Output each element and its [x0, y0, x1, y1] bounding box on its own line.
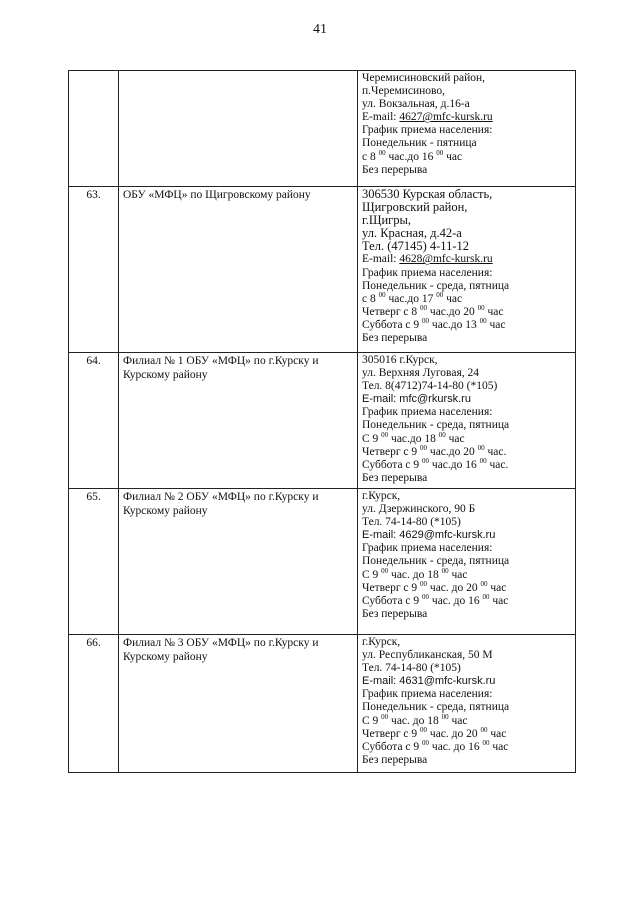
address-line: [362, 636, 571, 649]
line-text: час: [443, 150, 463, 163]
line-text: С 9: [362, 714, 382, 727]
table-row: [69, 353, 576, 489]
address-line: [362, 649, 571, 662]
address-schedule: [358, 635, 576, 773]
address-line: [362, 529, 571, 542]
line-text: с 8: [362, 292, 379, 305]
time-minutes: 00: [479, 316, 487, 325]
organization-line: Филиал № 1 ОБУ «МФЦ» по г.Курску и: [123, 355, 319, 367]
line-text: час.до 13: [429, 318, 480, 331]
line-text: час.: [486, 458, 509, 471]
line-text: Понедельник - среда, пятница: [362, 701, 510, 714]
address-line: [362, 542, 571, 555]
address-schedule: [358, 187, 576, 353]
line-text: E-mail: mfc@rkursk.ru: [362, 393, 471, 406]
organization-line: Филиал № 2 ОБУ «МФЦ» по г.Курску и: [123, 491, 319, 503]
line-text: ул. Вокзальная, д.16-а: [362, 98, 470, 111]
address-line: [362, 316, 571, 332]
address-line: [362, 712, 571, 728]
address-line: [362, 754, 571, 767]
line-text: График приема населения:: [362, 406, 493, 419]
time-minutes: 00: [378, 290, 386, 299]
time-minutes: 00: [420, 443, 428, 452]
address-line: [362, 367, 571, 380]
line-text: Суббота с 9: [362, 594, 423, 607]
line-text: час: [489, 594, 509, 607]
table-row: [69, 635, 576, 773]
time-minutes: 00: [420, 579, 428, 588]
address-line: [362, 688, 571, 701]
row-number: 64.: [69, 353, 119, 489]
time-minutes: 00: [480, 725, 488, 734]
line-text: час: [484, 305, 504, 318]
organization-line: Курскому району: [123, 369, 208, 381]
address-line: [362, 406, 571, 419]
line-text: час.до 17: [385, 292, 437, 305]
line-text: час.до 18: [388, 432, 439, 445]
address-line: [362, 240, 571, 253]
address-line: [362, 419, 571, 432]
line-text: Понедельник - среда, пятница: [362, 555, 510, 568]
table-row: [69, 187, 576, 353]
line-text: Без перерыва: [362, 753, 428, 766]
time-minutes: 00: [422, 316, 430, 325]
line-text: График приема населения:: [362, 688, 493, 701]
mfc-offices-table: [68, 70, 576, 773]
address-line: [362, 290, 571, 306]
line-text: час.до 16: [429, 458, 480, 471]
line-text: час: [487, 581, 507, 594]
line-text: г.Щигры,: [362, 213, 412, 228]
address-line: [362, 701, 571, 714]
line-text: График приема населения:: [362, 266, 493, 279]
address-line: [362, 608, 571, 621]
address-line: [362, 253, 571, 266]
time-minutes: 00: [420, 303, 428, 312]
line-text: Щигровский район,: [362, 200, 468, 215]
address-schedule: [358, 353, 576, 489]
address-line: [362, 85, 571, 98]
line-text: п.Черемисиново,: [362, 85, 446, 98]
line-text: Понедельник - пятница: [362, 137, 477, 150]
line-text: Тел. 74-14-80 (*105): [362, 662, 461, 675]
line-text: E-mail:: [362, 253, 400, 266]
row-number: 63.: [69, 187, 119, 353]
address-line: [362, 164, 571, 177]
time-minutes: 00: [441, 566, 449, 575]
line-text: Четверг с 9: [362, 581, 421, 594]
address-line: [362, 555, 571, 568]
line-text: Суббота с 9: [362, 458, 423, 471]
time-minutes: 00: [422, 738, 430, 747]
line-text: час.до 20: [427, 305, 478, 318]
line-text: Без перерыва: [362, 332, 428, 345]
address-line: [362, 380, 571, 393]
line-text: ул. Верхняя Луговая, 24: [362, 367, 479, 380]
time-minutes: 00: [477, 443, 485, 452]
time-minutes: 00: [441, 712, 449, 721]
address-line: [362, 148, 571, 164]
line-text: С 9: [362, 568, 382, 581]
address-line: [362, 725, 571, 741]
line-text: График приема населения:: [362, 542, 493, 555]
time-minutes: 00: [436, 290, 444, 299]
line-text: Без перерыва: [362, 471, 428, 484]
time-minutes: 00: [482, 738, 490, 747]
line-text: Тел. 8(4712)74-14-80 (*105): [362, 380, 498, 393]
time-minutes: 00: [436, 148, 444, 157]
line-text: Без перерыва: [362, 607, 428, 620]
line-text: Четверг с 9: [362, 445, 421, 458]
address-line: [362, 675, 571, 688]
line-text: час: [448, 568, 468, 581]
time-minutes: 00: [378, 148, 386, 157]
line-text: С 9: [362, 432, 382, 445]
line-text: Понедельник - среда, пятница: [362, 279, 510, 292]
time-minutes: 00: [381, 712, 389, 721]
line-text: Без перерыва: [362, 163, 428, 176]
address-line: [362, 472, 571, 485]
table-row: [69, 71, 576, 187]
line-text: Понедельник - среда, пятница: [362, 419, 510, 432]
address-line: [362, 393, 571, 406]
row-number: 66.: [69, 635, 119, 773]
address-line: [362, 280, 571, 293]
time-minutes: 00: [479, 456, 487, 465]
line-text: час. до 20: [427, 727, 481, 740]
time-minutes: 00: [480, 579, 488, 588]
line-text: Суббота с 9: [362, 740, 423, 753]
line-text: час: [448, 714, 468, 727]
time-minutes: 00: [477, 303, 485, 312]
line-text: час. до 16: [429, 594, 483, 607]
row-number: [69, 71, 119, 187]
time-minutes: 00: [420, 725, 428, 734]
organization-line: Курскому району: [123, 651, 208, 663]
line-text: Тел. 74-14-80 (*105): [362, 516, 461, 529]
table-body: [69, 71, 576, 773]
address-line: [362, 662, 571, 675]
organization-name: [119, 71, 358, 187]
address-line: [362, 332, 571, 345]
address-line: [362, 503, 571, 516]
line-text: г.Курск,: [362, 490, 401, 502]
address-schedule: [358, 489, 576, 635]
address-line: [362, 98, 571, 111]
time-minutes: 00: [482, 592, 490, 601]
line-text: Четверг с 8: [362, 305, 421, 318]
address-line: [362, 111, 571, 124]
line-text: час: [489, 740, 509, 753]
address-line: [362, 490, 571, 503]
line-text: час: [487, 727, 507, 740]
line-text: E-mail: 4631@mfc-kursk.ru: [362, 675, 496, 688]
line-text: ул. Республиканская, 50 М: [362, 649, 493, 662]
line-text: Черемисиновский район,: [362, 72, 486, 84]
line-text: График приема населения:: [362, 124, 493, 137]
email-link[interactable]: 4628@mfc-kursk.ru: [399, 253, 493, 266]
line-text: час. до 18: [388, 714, 442, 727]
line-text: час. до 20: [427, 581, 481, 594]
organization-name: [119, 353, 358, 489]
address-line: [362, 579, 571, 595]
line-text: час. до 18: [388, 568, 442, 581]
address-line: [362, 443, 571, 459]
address-line: [362, 592, 571, 608]
organization-name: [119, 635, 358, 773]
line-text: час.: [484, 445, 507, 458]
line-text: час.до 20: [427, 445, 478, 458]
table-row: [69, 489, 576, 635]
line-text: 305016 г.Курск,: [362, 354, 438, 366]
organization-name: [119, 489, 358, 635]
line-text: с 8: [362, 150, 379, 163]
address-line: [362, 516, 571, 529]
address-line: [362, 267, 571, 280]
line-text: ул. Красная, д.42-а: [362, 226, 462, 241]
line-text: час.до 16: [385, 150, 437, 163]
row-number: 65.: [69, 489, 119, 635]
organization-line: Филиал № 3 ОБУ «МФЦ» по г.Курску и: [123, 637, 319, 649]
organization-line: Курскому району: [123, 505, 208, 517]
line-text: час. до 16: [429, 740, 483, 753]
line-text: ул. Дзержинского, 90 Б: [362, 503, 476, 516]
time-minutes: 00: [438, 430, 446, 439]
address-line: [362, 124, 571, 137]
organization-line: ОБУ «МФЦ» по Щигровскому району: [123, 189, 311, 201]
line-text: 306530 Курская область,: [362, 187, 493, 201]
line-text: E-mail: 4629@mfc-kursk.ru: [362, 529, 496, 542]
time-minutes: 00: [381, 430, 389, 439]
address-line: [362, 738, 571, 754]
time-minutes: 00: [422, 456, 430, 465]
time-minutes: 00: [381, 566, 389, 575]
line-text: час: [445, 432, 465, 445]
organization-name: [119, 187, 358, 353]
line-text: Суббота с 9: [362, 318, 423, 331]
line-text: Четверг с 9: [362, 727, 421, 740]
address-line: [362, 566, 571, 582]
address-line: [362, 456, 571, 472]
address-line: [362, 72, 571, 85]
time-minutes: 00: [422, 592, 430, 601]
email-link[interactable]: 4627@mfc-kursk.ru: [399, 111, 493, 124]
page-number: 41: [313, 22, 327, 37]
address-line: [362, 430, 571, 446]
line-text: г.Курск,: [362, 636, 401, 648]
line-text: час: [486, 318, 506, 331]
address-schedule: [358, 71, 576, 187]
address-line: [362, 354, 571, 367]
address-line: [362, 303, 571, 319]
line-text: час: [443, 292, 463, 305]
address-line: [362, 137, 571, 150]
line-text: E-mail:: [362, 111, 400, 124]
line-text: Тел. (47145) 4-11-12: [362, 239, 470, 254]
